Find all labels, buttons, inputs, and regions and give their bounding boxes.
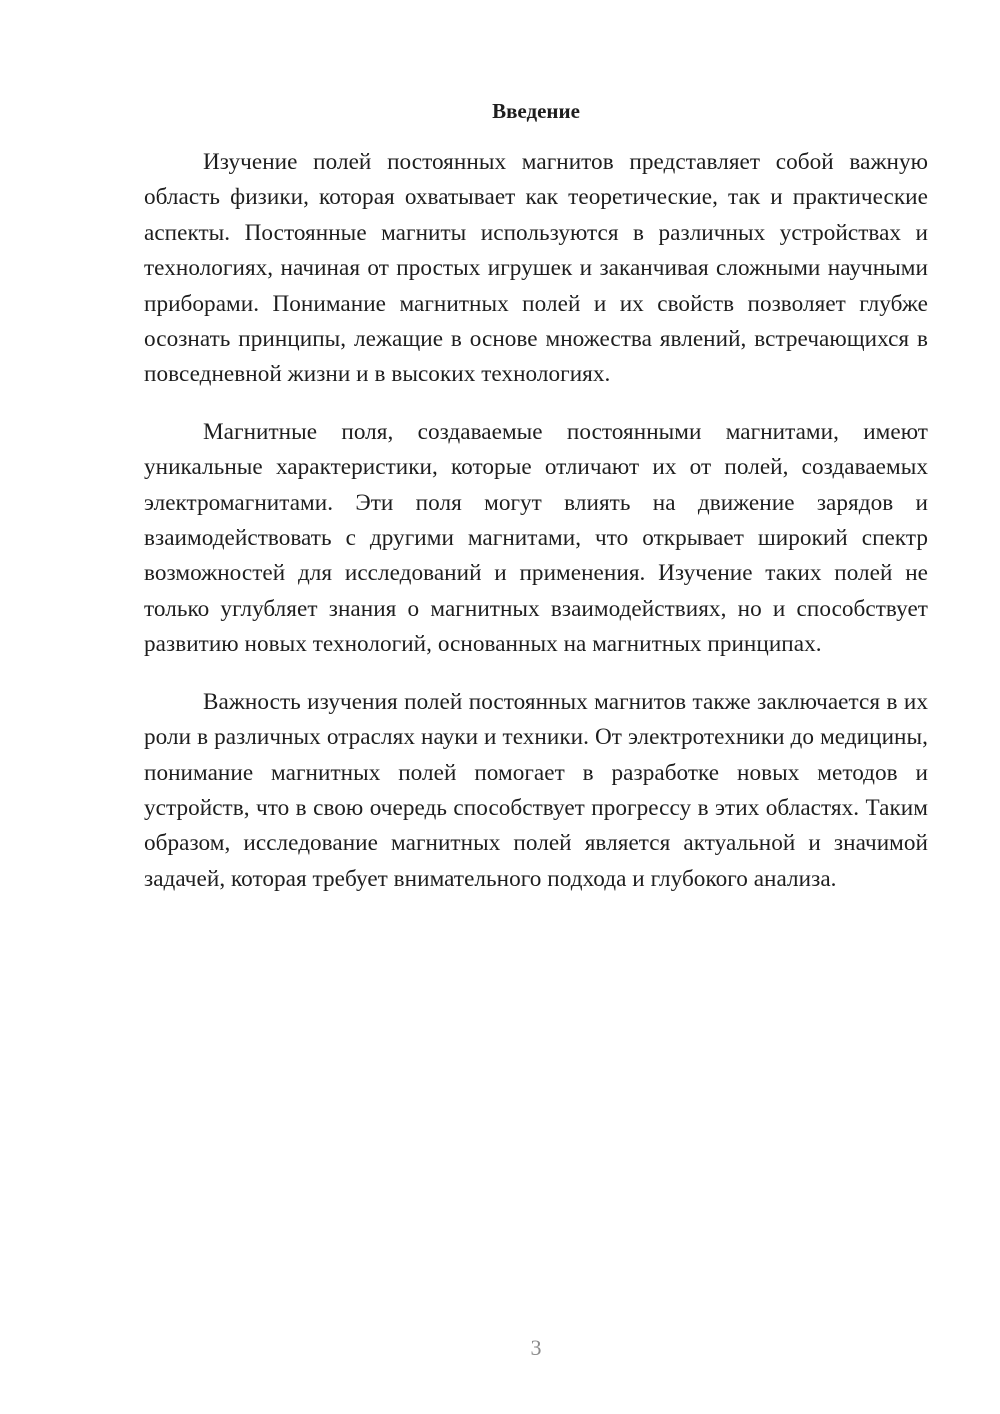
paragraph-3: Важность изучения полей постоянных магнитов также заключается в их роли в различных отраслях науки и техники. От электротехники до медицины, понимание магнитных полей помогает в разработке новых методов и устройств, что в свою очередь способствует прогрессу в этих областях. Таким образом, исследование магнитных полей является актуальной и значимой задачей, которая требует внимательного подхода и глубокого анализа.	[144, 688, 928, 892]
paragraph-1: Изучение полей постоянных магнитов представляет собой важную область физики, которая охватывает как теоретические, так и практические аспекты. Постоянные магниты используются в различных устройствах и технологиях, начиная от простых игрушек и заканчивая сложными научными приборами. Понимание магнитных полей и их свойств позволяет глубже осознать принципы, лежащие в основе множества явлений, встречающихся в повседневной жизни и в высоких технологиях.	[144, 149, 928, 388]
page-title: Введение	[492, 99, 580, 123]
paragraph-2: Магнитные поля, создаваемые постоянными магнитами, имеют уникальные характеристики, которые отличают их от полей, создаваемых электромагнитами. Эти поля могут влиять на движение зарядов и взаимодействовать с другими магнитами, что открывает широкий спектр возможностей для исследований и применения. Изучение таких полей не только углубляет знания о магнитных взаимодействиях, но и способствует развитию новых технологий, основанных на магнитных принципах.	[144, 418, 928, 658]
body-text	[144, 145, 928, 919]
page-number: 3	[530, 1335, 542, 1360]
